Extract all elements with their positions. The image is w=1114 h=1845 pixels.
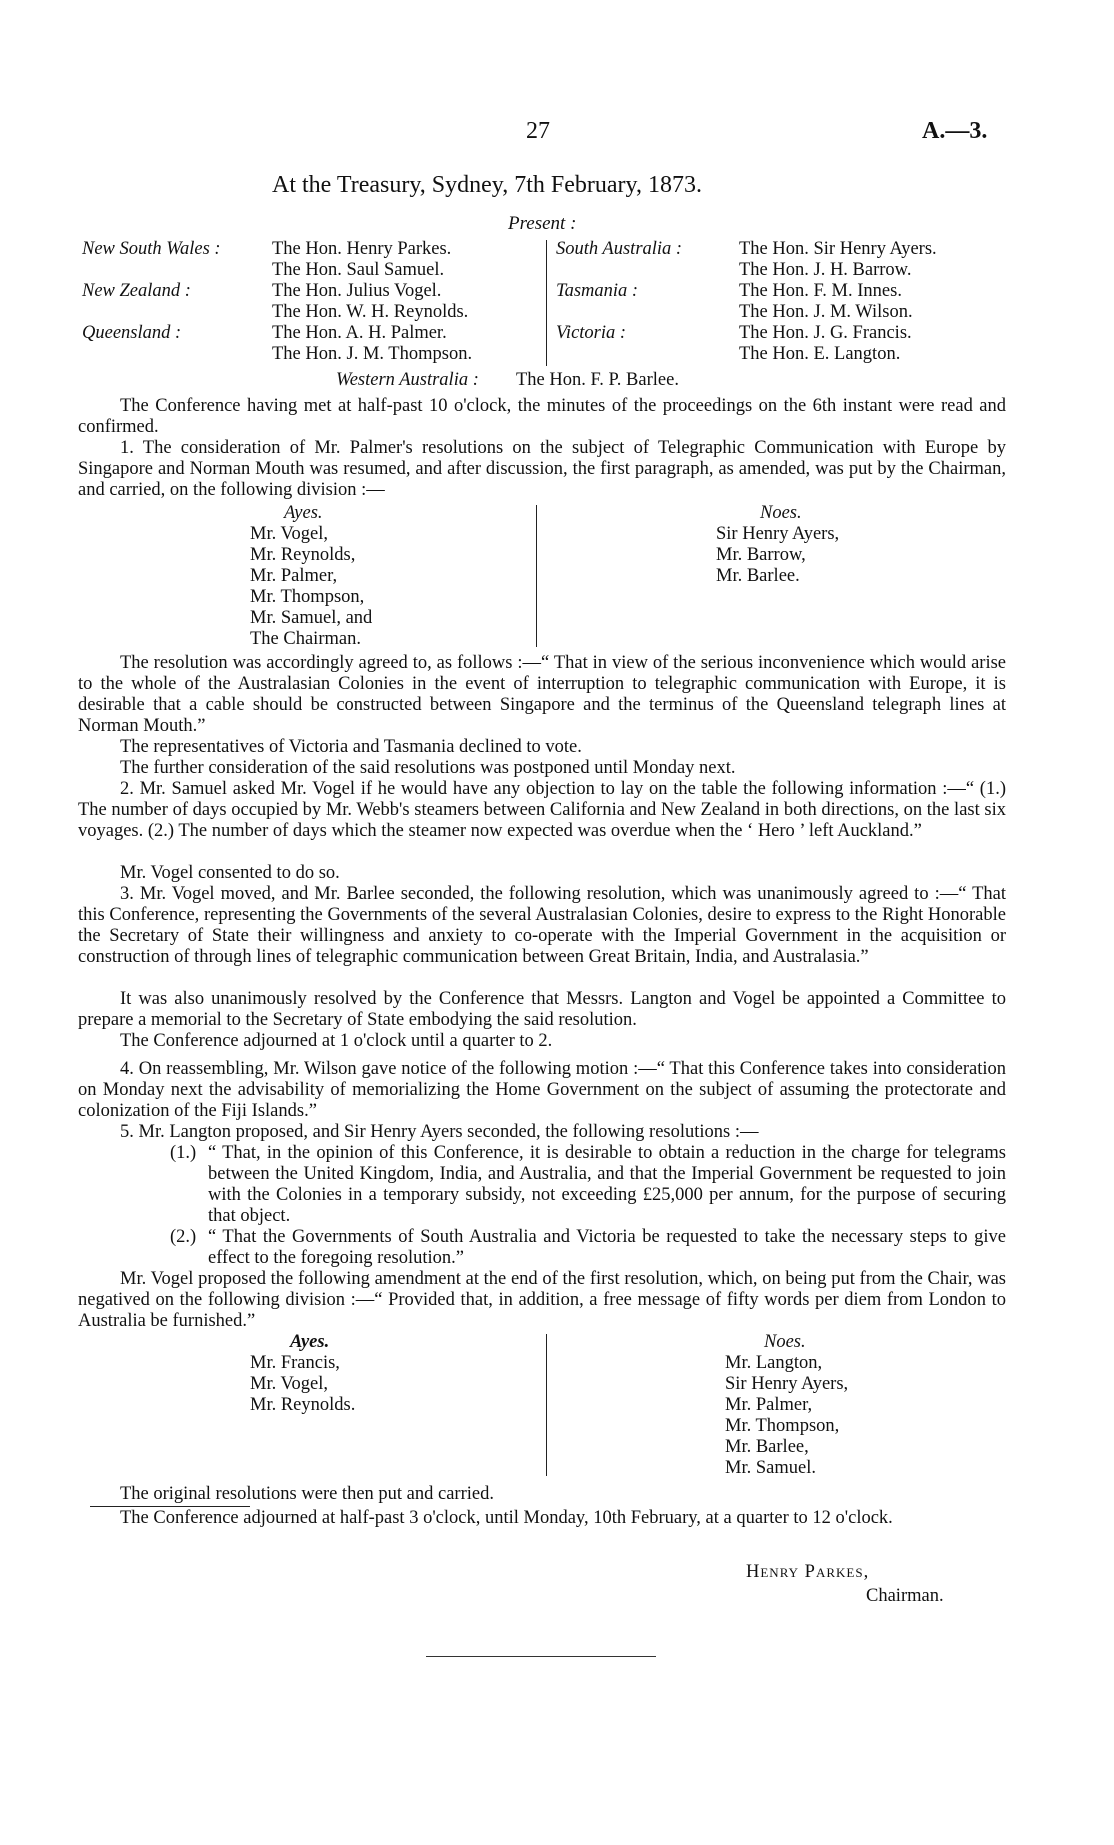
page-number: 27 <box>526 118 550 144</box>
noe-name: Mr. Langton, <box>725 1353 823 1373</box>
resolution-number: (2.) <box>170 1227 197 1247</box>
colony-label: South Australia : <box>556 239 683 259</box>
paragraph: The Conference adjourned at 1 o'clock until a quarter to 2. <box>120 1031 553 1051</box>
paragraph: The Conference adjourned at half-past 3 o'clock, until Monday, 10th February, at a quarter to 12 o'clock. <box>120 1508 893 1528</box>
aye-name: Mr. Thompson, <box>250 587 365 607</box>
noe-name: Mr. Barlee. <box>716 566 800 586</box>
member-name: The Hon. Saul Samuel. <box>272 260 445 280</box>
member-name: The Hon. Henry Parkes. <box>272 239 452 259</box>
member-name: The Hon. J. G. Francis. <box>739 323 912 343</box>
member-name: The Hon. J. M. Thompson. <box>272 344 473 364</box>
member-name: The Hon. Julius Vogel. <box>272 281 442 301</box>
resolution-number: (1.) <box>170 1143 197 1163</box>
paragraph: 5. Mr. Langton proposed, and Sir Henry Ayers seconded, the following resolutions :— <box>120 1122 759 1142</box>
noes-label: Noes. <box>764 1332 806 1352</box>
paragraph: 1. The consideration of Mr. Palmer's resolutions on the subject of Telegraphic Communication with Europe by Singapore and Norman Mouth was resumed, and after discussion, the first paragraph, as amended, was put by the Chairman, and carried, on the following division :— <box>78 438 1006 500</box>
colony-label: New Zealand : <box>82 281 191 301</box>
paragraph: 4. On reassembling, Mr. Wilson gave notice of the following motion :—“ That this Conference takes into consideration on Monday next the advisability of memorializing the Home Government on the subject of assuming the protectorate and colonization of the Fiji Islands.” <box>78 1059 1006 1121</box>
member-name: The Hon. J. H. Barrow. <box>739 260 912 280</box>
paragraph: Mr. Vogel proposed the following amendment at the end of the first resolution, which, on being put from the Chair, was negatived on the following division :—“ Provided that, in addition, a free message of fifty words per diem from London to Australia be furnished.” <box>78 1269 1006 1331</box>
member-name: The Hon. J. M. Wilson. <box>739 302 913 322</box>
page-title: At the Treasury, Sydney, 7th February, 1873. <box>272 172 702 198</box>
colony-label: Tasmania : <box>556 281 639 301</box>
column-divider <box>546 1334 547 1476</box>
colony-label: Queensland : <box>82 323 182 343</box>
member-name: The Hon. F. M. Innes. <box>739 281 902 301</box>
aye-name: The Chairman. <box>250 629 361 649</box>
noe-name: Mr. Samuel. <box>725 1458 816 1478</box>
colony-label: New South Wales : <box>82 239 221 259</box>
noe-name: Mr. Barrow, <box>716 545 806 565</box>
paragraph: 2. Mr. Samuel asked Mr. Vogel if he would have any objection to lay on the table the following information :—“ (1.) The number of days occupied by Mr. Webb's steamers between California and New Zealand in both directions, on the last six voyages. (2.) The number of days which the steamer now expected was overdue when the ‘ Hero ’ left Auckland.” <box>78 779 1006 841</box>
noes-label: Noes. <box>760 503 802 523</box>
colony-label-western-australia: Western Australia : <box>336 370 479 390</box>
resolution-text: “ That the Governments of South Australia and Victoria be requested to take the necessary steps to give effect to the foregoing resolution.” <box>208 1227 1006 1268</box>
noe-name: Mr. Palmer, <box>725 1395 813 1415</box>
column-divider <box>546 240 547 366</box>
column-divider <box>536 505 537 647</box>
document-reference: A.—3. <box>922 118 988 144</box>
paragraph: The representatives of Victoria and Tasmania declined to vote. <box>120 737 582 757</box>
noe-name: Mr. Thompson, <box>725 1416 840 1436</box>
aye-name: Mr. Francis, <box>250 1353 340 1373</box>
member-name: The Hon. E. Langton. <box>739 344 901 364</box>
paragraph: 3. Mr. Vogel moved, and Mr. Barlee seconded, the following resolution, which was unanimously agreed to :—“ That this Conference, representing the Governments of the several Australasian Colonies, desire to express to the Right Honorable the Secretary of State their willingness and anxiety to co-operate with the Imperial Government in the acquisition or construction of through lines of telegraphic communication between Great Britain, India, and Australasia.” <box>78 884 1006 967</box>
paragraph: It was also unanimously resolved by the Conference that Messrs. Langton and Vogel be appointed a Committee to prepare a memorial to the Secretary of State embodying the said resolution. <box>78 989 1006 1030</box>
aye-name: Mr. Palmer, <box>250 566 338 586</box>
ayes-label: Ayes. <box>284 503 323 523</box>
aye-name: Mr. Reynolds, <box>250 545 356 565</box>
resolution-text: “ That, in the opinion of this Conference, it is desirable to obtain a reduction in the charge for telegrams between the United Kingdom, India, and Australia, and that the Imperial Government be requested to join with the Colonies in a temporary subsidy, not exceeding £25,000 per annum, for the purpose of securing that object. <box>208 1143 1006 1226</box>
member-name: The Hon. W. H. Reynolds. <box>272 302 469 322</box>
paragraph: Mr. Vogel consented to do so. <box>120 863 340 883</box>
aye-name: Mr. Vogel, <box>250 1374 328 1394</box>
member-name: The Hon. Sir Henry Ayers. <box>739 239 937 259</box>
aye-name: Mr. Reynolds. <box>250 1395 356 1415</box>
aye-name: Mr. Vogel, <box>250 524 328 544</box>
aye-name: Mr. Samuel, and <box>250 608 373 628</box>
colony-label: Victoria : <box>556 323 627 343</box>
member-name: The Hon. A. H. Palmer. <box>272 323 447 343</box>
paragraph: The Conference having met at half-past 10 o'clock, the minutes of the proceedings on the 6th instant were read and confirmed. <box>78 396 1006 437</box>
signature-role: Chairman. <box>866 1586 944 1606</box>
paragraph: The original resolutions were then put and carried. <box>120 1484 494 1504</box>
footer-rule <box>426 1656 656 1657</box>
paragraph: The resolution was accordingly agreed to, as follows :—“ That in view of the serious inconvenience which would arise to the whole of the Australasian Colonies in the event of interruption to telegraphic communication with Europe, it is desirable that a cable should be constructed between Singapore and the terminus of the Queensland telegraph lines at Norman Mouth.” <box>78 653 1006 736</box>
noe-name: Sir Henry Ayers, <box>716 524 840 544</box>
ayes-label: Ayes. <box>290 1332 330 1352</box>
rule <box>90 1506 250 1507</box>
signature-name: Henry Parkes, <box>746 1562 870 1582</box>
noe-name: Mr. Barlee, <box>725 1437 809 1457</box>
noe-name: Sir Henry Ayers, <box>725 1374 849 1394</box>
member-name: The Hon. F. P. Barlee. <box>516 370 679 390</box>
paragraph: The further consideration of the said resolutions was postponed until Monday next. <box>120 758 736 778</box>
present-label: Present : <box>508 213 577 234</box>
